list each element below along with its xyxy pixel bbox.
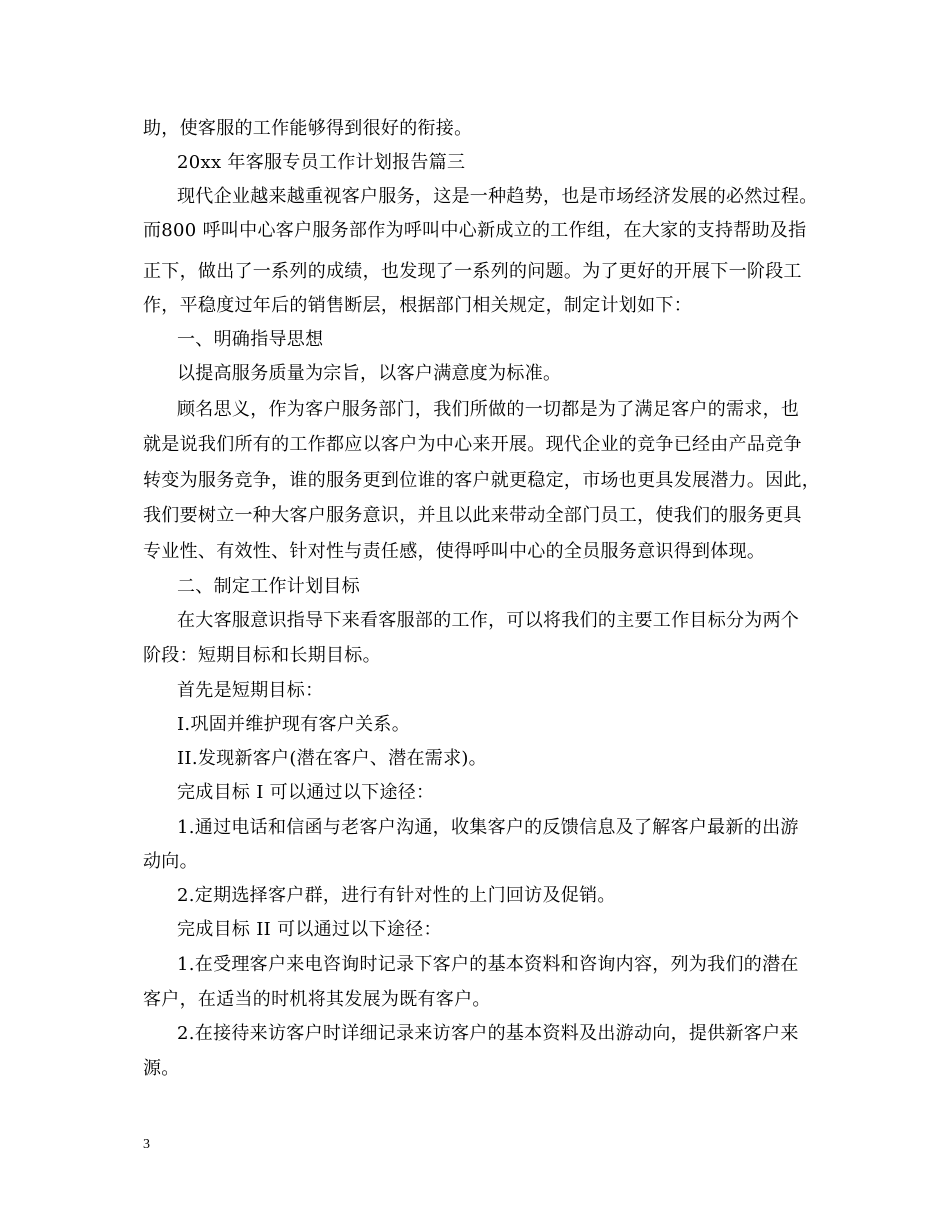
text-line: 以提高服务质量为宗旨，以客户满意度为标准。 <box>177 363 562 384</box>
text-line: 首先是短期目标： <box>177 680 324 701</box>
section-heading: 二、制定工作计划目标 <box>177 576 360 597</box>
text-line: 我们要树立一种大客户服务意识，并且以此来带动全部门员工，使我们的服务更具 <box>143 505 802 526</box>
text-line: 正下，做出了一系列的成绩，也发现了一系列的问题。为了更好的开展下一阶段工 <box>143 261 802 282</box>
text-line: 助，使客服的工作能够得到很好的衔接。 <box>143 118 473 139</box>
text-line: 在大客服意识指导下来看客服部的工作，可以将我们的主要工作目标分为两个 <box>177 610 800 631</box>
list-item: I.巩固并维护现有客户关系。 <box>177 714 411 735</box>
text-line: 而800 呼叫中心客户服务部作为呼叫中心新成立的工作组，在大家的支持帮助及指 <box>143 220 807 241</box>
section-heading: 一、明确指导思想 <box>177 329 324 350</box>
text-line: 转变为服务竞争，谁的服务更到位谁的客户就更稳定，市场也更具发展潜力。因此， <box>143 470 821 491</box>
text-line: 完成目标 II 可以通过以下途径： <box>177 919 442 940</box>
text-line: 源。 <box>143 1058 180 1079</box>
text-line: 顾名思义，作为客户服务部门，我们所做的一切都是为了满足客户的需求，也 <box>177 399 800 420</box>
list-item: 2.在接待来访客户时详细记录来访客户的基本资料及出游动向，提供新客户来 <box>177 1023 799 1044</box>
text-line: 动向。 <box>143 851 198 872</box>
list-item: 1.在受理客户来电咨询时记录下客户的基本资料和咨询内容，列为我们的潜在 <box>177 954 799 975</box>
page-number: 3 <box>143 1137 150 1152</box>
list-item: 2.定期选择客户群，进行有针对性的上门回访及促销。 <box>177 885 616 906</box>
text-line: 阶段：短期目标和长期目标。 <box>143 645 381 666</box>
text-line: 现代企业越来越重视客户服务，这是一种趋势，也是市场经济发展的必然过程。 <box>177 186 818 207</box>
text-line: 专业性、有效性、针对性与责任感，使得呼叫中心的全员服务意识得到体现。 <box>143 541 766 562</box>
list-item: 1.通过电话和信函与老客户沟通，收集客户的反馈信息及了解客户最新的出游 <box>177 817 799 838</box>
list-item: II.发现新客户(潜在客户、潜在需求)。 <box>177 748 487 769</box>
section-heading: 20xx 年客服专员工作计划报告篇三 <box>177 152 466 173</box>
text-line: 完成目标 I 可以通过以下途径： <box>177 782 435 803</box>
text-line: 就是说我们所有的工作都应以客户为中心来开展。现代企业的竞争已经由产品竞争 <box>143 434 802 455</box>
text-line: 作，平稳度过年后的销售断层，根据部门相关规定，制定计划如下： <box>143 295 692 316</box>
text-line: 客户，在适当的时机将其发展为既有客户。 <box>143 989 491 1010</box>
